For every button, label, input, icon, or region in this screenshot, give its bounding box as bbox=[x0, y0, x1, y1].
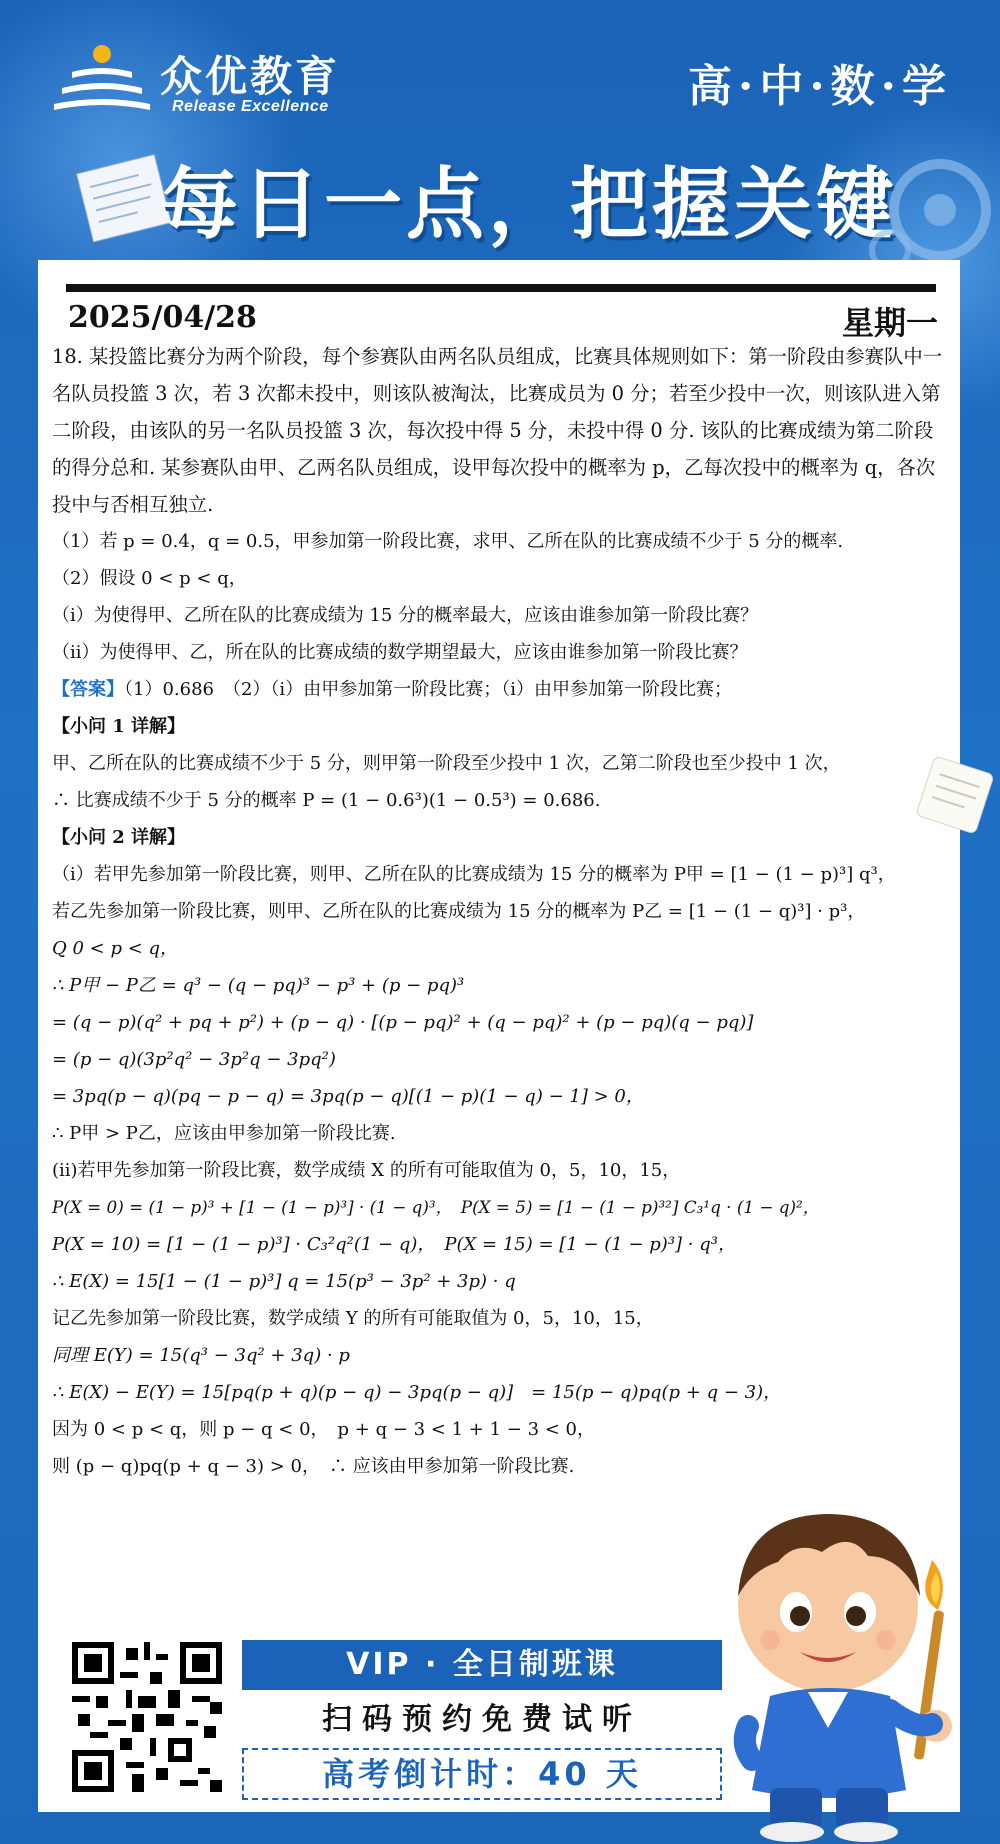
solution2-line: （i）若甲先参加第一阶段比赛，则甲、乙所在队的比赛成绩为 15 分的概率为 P甲 = [1 − (1 − p)³] q³， bbox=[52, 864, 896, 885]
solution2-line: (ii)若甲先参加第一阶段比赛，数学成绩 X 的所有可能取值为 0，5，10，15， bbox=[52, 1160, 681, 1181]
question-text: 18. 某投篮比赛分为两个阶段，每个参赛队由两名队员组成，比赛具体规则如下：第一阶段由参赛队中一名队员投篮 3 次，若 3 次都未投中，则该队被淘汰，比赛成员为 0 分；若至少投中一次，则该队进入第二阶段，由该队的另一名队员投篮 3 次，每次投中得 5 分，未投中得 0 分. 该队的比赛成绩为第二阶段的得分总和. 某参赛队由甲、乙两名队员组成，设甲每次投中的概率为 p，乙每次投中的概率为 q，各次投中与否相互独立. bbox=[52, 345, 943, 516]
solution2-line: ∴ E(X) − E(Y) = 15[pq(p + q)(p − q) − 3pq(p − q)] = 15(p − q)pq(p + q − 3)， bbox=[52, 1382, 782, 1403]
exam-countdown: 高考倒计时：40 天 bbox=[242, 1748, 722, 1800]
solution2-line: ∴ P甲 − P乙 = q³ − (q − pq)³ − p³ + (p − pq)³ bbox=[52, 975, 465, 996]
solution2-line: 记乙先参加第一阶段比赛，数学成绩 Y 的所有可能取值为 0，5，10，15， bbox=[52, 1308, 654, 1329]
solution2-line: 则 (p − q)pq(p + q − 3) > 0， ∴ 应该由甲参加第一阶段比赛. bbox=[52, 1456, 575, 1477]
solution2-line: 若乙先参加第一阶段比赛，则甲、乙所在队的比赛成绩为 15 分的概率为 P乙 = [1 − (1 − q)³] · p³， bbox=[52, 901, 866, 922]
solution2-line: = (q − p)(q² + pq + p²) + (p − q) · [(p − pq)² + (q − pq)² + (p − pq)(q − pq)] bbox=[52, 1012, 754, 1033]
slogan: 每日一点，把握关键 bbox=[160, 160, 899, 250]
gear-decoration-icon bbox=[860, 140, 1000, 270]
brand-logo-icon bbox=[52, 42, 152, 116]
solution1-line: 甲、乙所在队的比赛成绩不少于 5 分，则甲第一阶段至少投中 1 次，乙第二阶段也至少投中 1 次， bbox=[52, 753, 841, 774]
qr-code-icon[interactable] bbox=[72, 1642, 222, 1792]
brand-name: 众优教育 bbox=[160, 52, 341, 101]
solution2-line: 因为 0 < p < q，则 p − q < 0， p + q − 3 < 1 + 1 − 3 < 0， bbox=[52, 1419, 595, 1440]
brand-tagline: Release Excellence bbox=[172, 98, 329, 115]
date: 2025/04/28 bbox=[68, 300, 257, 335]
answer-line bbox=[52, 671, 948, 708]
solution2-line: Q 0 < p < q， bbox=[52, 938, 179, 959]
solution2-line: = 3pq(p − q)(pq − p − q) = 3pq(p − q)[(1 − p)(1 − q) − 1] > 0， bbox=[52, 1086, 644, 1107]
answer-text: （1）0.686 （2）（i）由甲参加第一阶段比赛；（i）由甲参加第一阶段比赛； bbox=[124, 679, 732, 700]
question-part2-ii: （ii）为使得甲、乙，所在队的比赛成绩的数学期望最大，应该由谁参加第一阶段比赛？ bbox=[52, 642, 748, 663]
solution2-line: ∴ E(X) = 15[1 − (1 − p)³] q = 15(p³ − 3p² + 3p) · q bbox=[52, 1271, 516, 1292]
solution1-heading: 【小问 1 详解】 bbox=[52, 716, 186, 737]
mascot-icon bbox=[700, 1500, 980, 1844]
solution2-heading: 【小问 2 详解】 bbox=[52, 827, 186, 848]
solution2-line: P(X = 0) = (1 − p)³ + [1 − (1 − p)³] · (1 − q)³， P(X = 5) = [1 − (1 − p)³²] C₃¹q · (1 − q)²， bbox=[52, 1197, 820, 1217]
header bbox=[0, 0, 1000, 260]
question-part2: （2）假设 0 < p < q， bbox=[52, 568, 247, 589]
weekday: 星期一 bbox=[841, 304, 938, 342]
subject-title: 高·中·数·学 bbox=[688, 61, 952, 112]
solution2-line: ∴ P甲 > P乙，应该由甲参加第一阶段比赛. bbox=[52, 1123, 396, 1144]
vip-banner: VIP · 全日制班课 bbox=[242, 1640, 722, 1690]
question-part2-i: （i）为使得甲、乙所在队的比赛成绩为 15 分的概率最大，应该由谁参加第一阶段比赛？ bbox=[52, 605, 759, 626]
solution1-line: ∴ 比赛成绩不少于 5 分的概率 P = (1 − 0.6³)(1 − 0.5³) = 0.686. bbox=[52, 790, 601, 811]
scroll-decoration-icon bbox=[910, 752, 1000, 838]
problem-content bbox=[52, 338, 948, 1485]
solution2-line: P(X = 10) = [1 − (1 − p)³] · C₃²q²(1 − q)， P(X = 15) = [1 − (1 − p)³] · q³， bbox=[52, 1234, 736, 1255]
scan-prompt: 扫码预约免费试听 bbox=[322, 1702, 642, 1737]
answer-tag: 【答案】 bbox=[52, 679, 124, 700]
question-part1: （1）若 p = 0.4，q = 0.5，甲参加第一阶段比赛，求甲、乙所在队的比赛成绩不少于 5 分的概率. bbox=[52, 531, 844, 552]
solution2-line: 同理 E(Y) = 15(q³ − 3q² + 3q) · p bbox=[52, 1345, 350, 1366]
solution2-line: = (p − q)(3p²q² − 3p²q − 3pq²) bbox=[52, 1049, 336, 1070]
divider bbox=[66, 284, 936, 292]
